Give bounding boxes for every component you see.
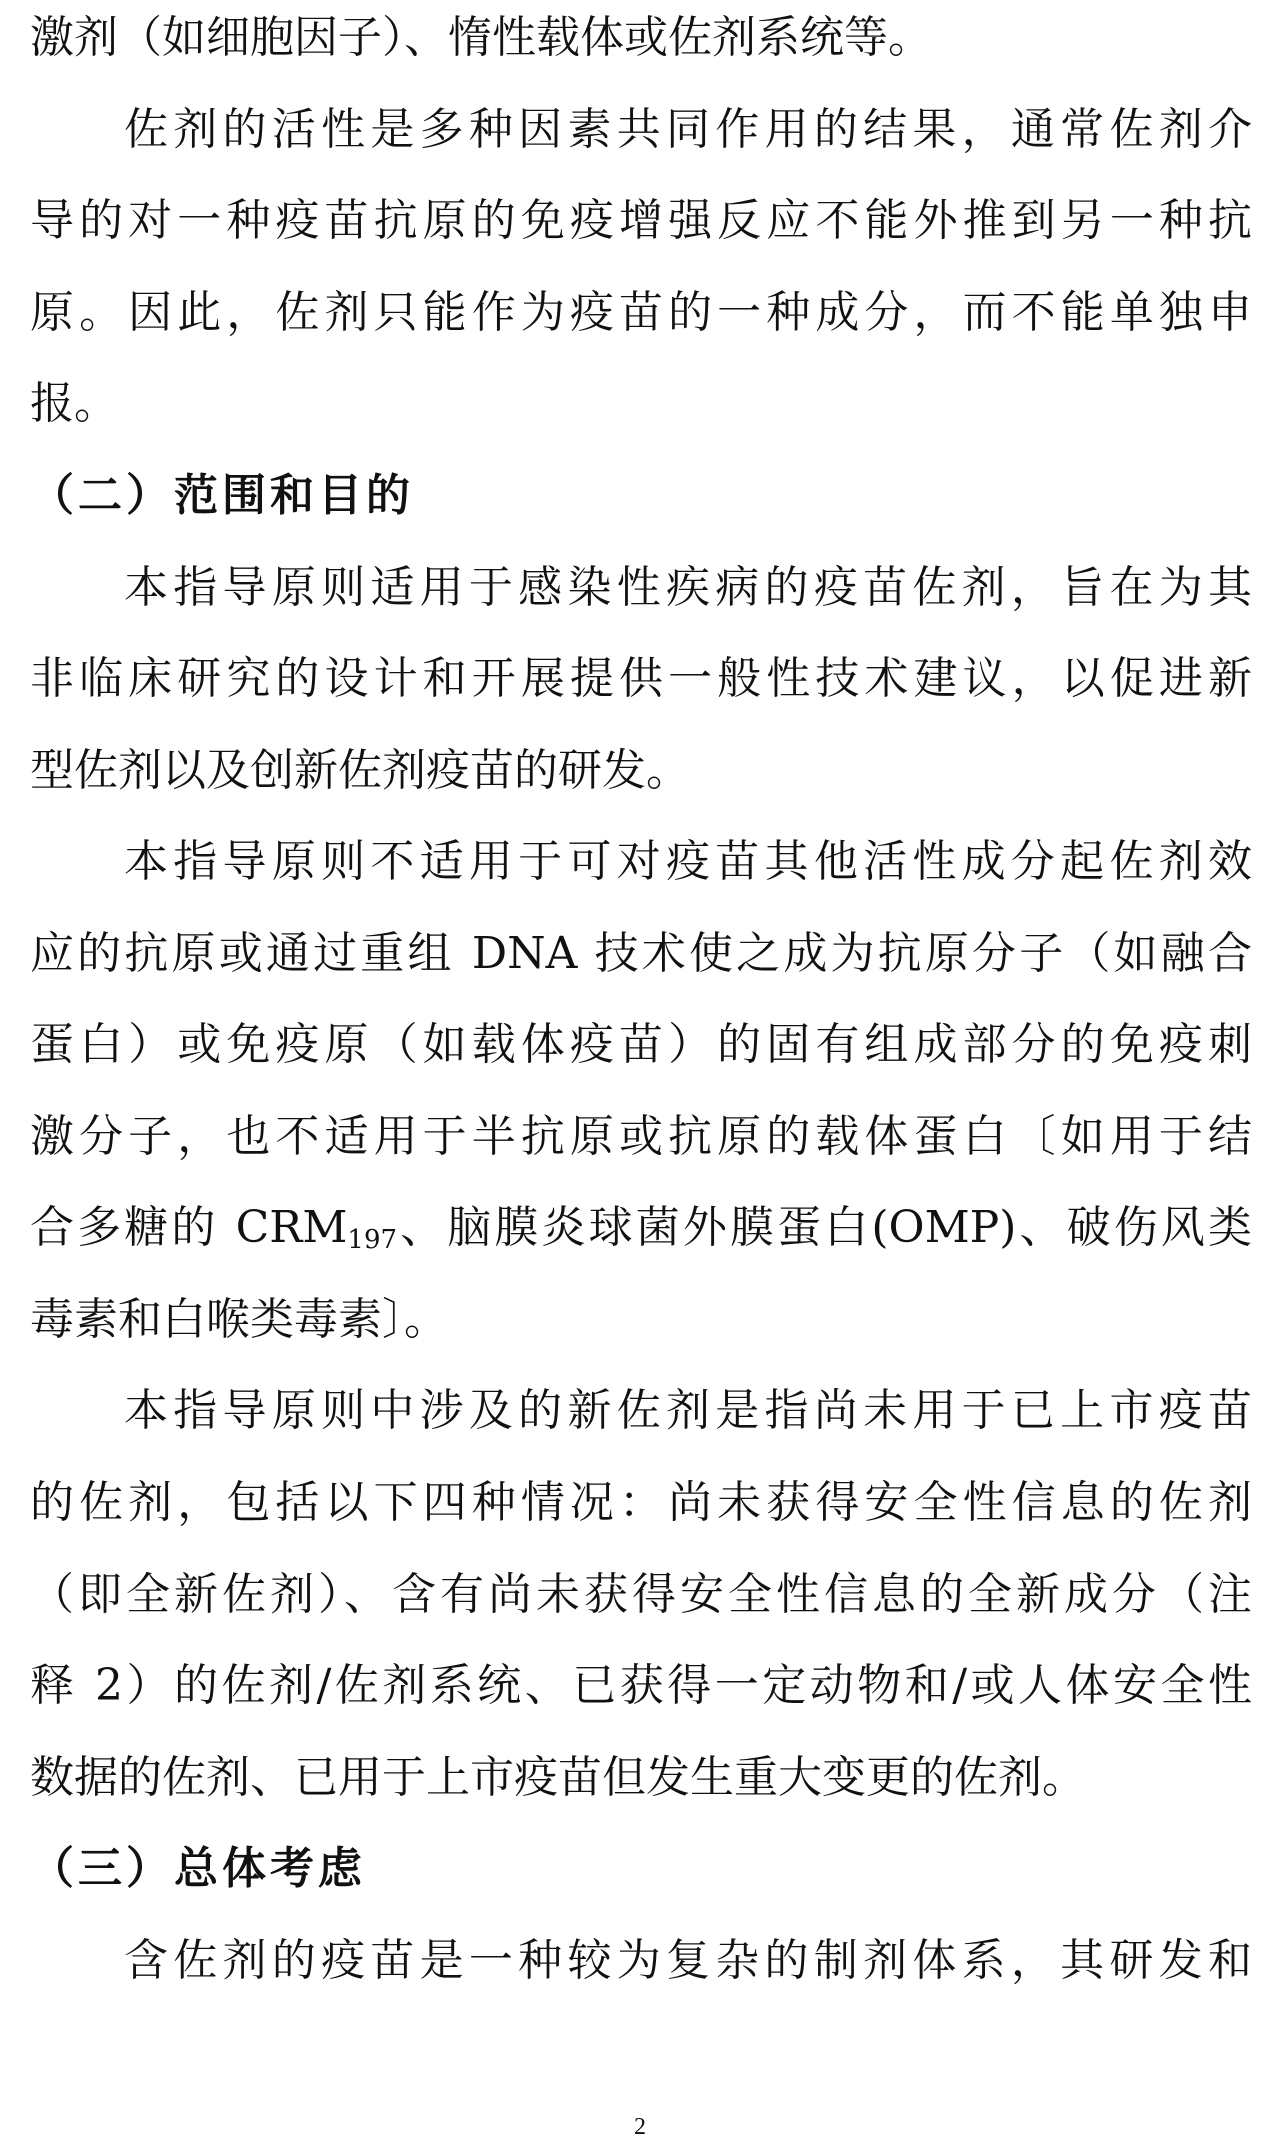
text-line: 本指导原则中涉及的新佐剂是指尚未用于已上市疫苗 [124,1385,1252,1436]
text-line: 应的抗原或通过重组 DNA 技术使之成为抗原分子（如融合 [30,928,1252,979]
text-line: 释 2）的佐剂/佐剂系统、已获得一定动物和/或人体安全性 [30,1660,1252,1711]
text-line: 非临床研究的设计和开展提供一般性技术建议，以促进新 [30,653,1252,704]
text-line: 本指导原则不适用于可对疫苗其他活性成分起佐剂效 [124,836,1252,887]
text-line: 型佐剂以及创新佐剂疫苗的研发。 [30,745,690,796]
page-number: 2 [634,2114,646,2140]
text-segment: 合多糖的 CRM [30,1202,348,1253]
subscript: 197 [347,1225,398,1255]
text-line: 原。因此，佐剂只能作为疫苗的一种成分，而不能单独申 [30,287,1252,338]
text-segment: 、脑膜炎球菌外膜蛋白(OMP)、破伤风类 [397,1202,1252,1253]
text-line: 数据的佐剂、已用于上市疫苗但发生重大变更的佐剂。 [30,1752,1086,1803]
text-line: 佐剂的活性是多种因素共同作用的结果，通常佐剂介 [124,104,1252,155]
text-line: （即全新佐剂）、含有尚未获得安全性信息的全新成分（注 [30,1569,1252,1620]
text-line: 毒素和白喉类毒素〕。 [30,1294,448,1345]
section-heading: （三）总体考虑 [30,1843,366,1894]
text-line: 激剂（如细胞因子）、惰性载体或佐剂系统等。 [30,12,932,63]
text-line: 本指导原则适用于感染性疾病的疫苗佐剂，旨在为其 [124,562,1252,613]
text-line: 的佐剂，包括以下四种情况：尚未获得安全性信息的佐剂 [30,1477,1252,1528]
text-line [30,1198,1252,1258]
text-line: 报。 [30,378,118,429]
text-line: 导的对一种疫苗抗原的免疫增强反应不能外推到另一种抗 [30,195,1252,246]
text-line: 激分子，也不适用于半抗原或抗原的载体蛋白〔如用于结 [30,1111,1252,1162]
text-line: 含佐剂的疫苗是一种较为复杂的制剂体系，其研发和 [124,1935,1252,1986]
text-line: 蛋白）或免疫原（如载体疫苗）的固有组成部分的免疫刺 [30,1019,1252,1070]
section-heading: （二）范围和目的 [30,470,414,521]
